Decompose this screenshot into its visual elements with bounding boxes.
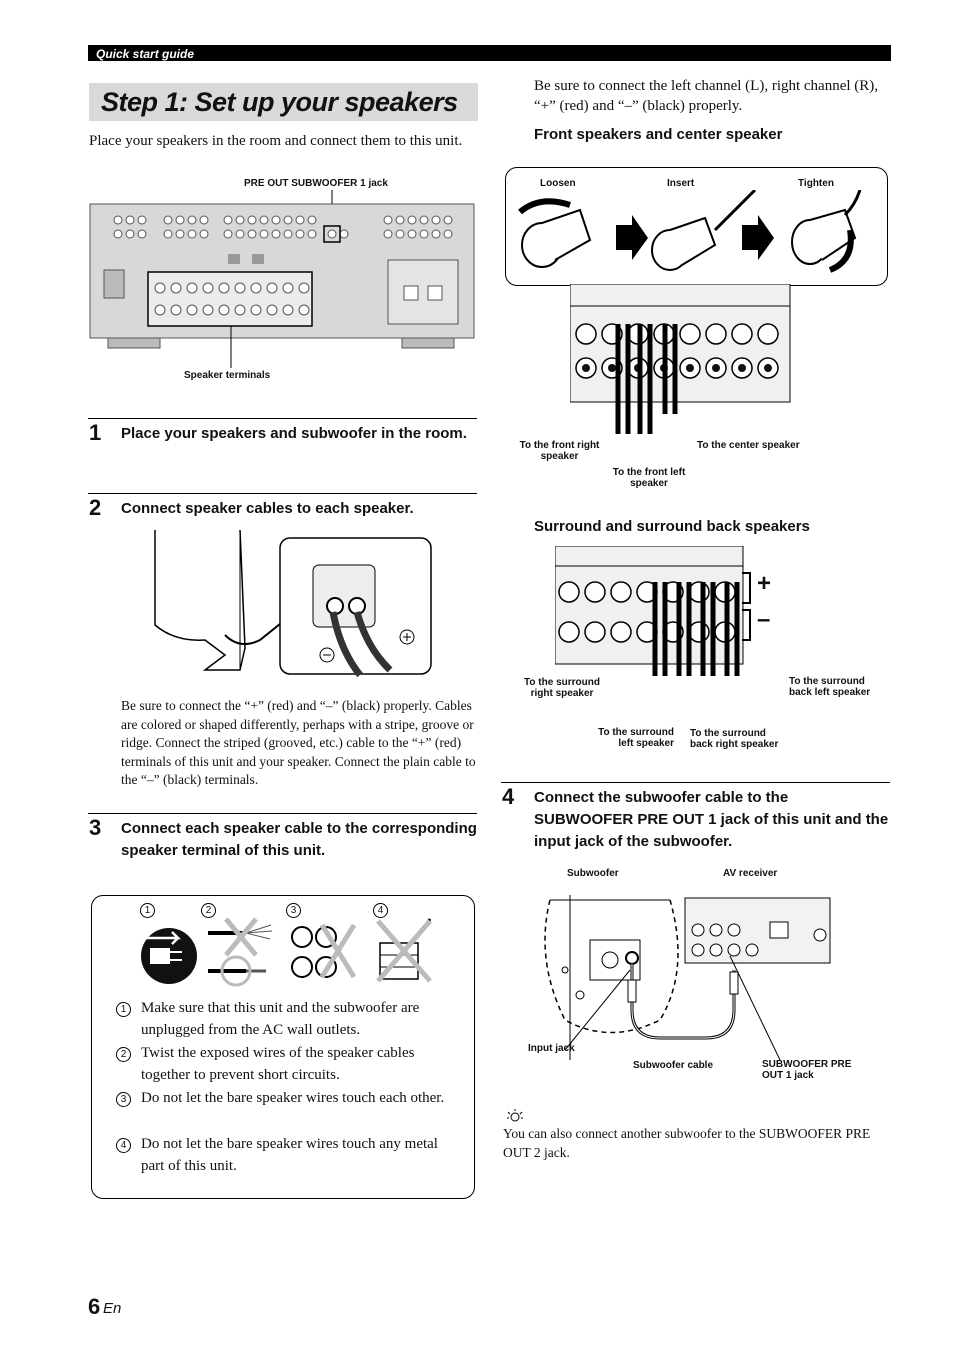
step-2-number: 2 (89, 495, 102, 520)
input-jack-label: Input jack (528, 1043, 575, 1054)
unplug-icon (138, 918, 200, 988)
surround-terminals-diagram (555, 546, 745, 676)
step-2-text: Connect speaker cables to each speaker. (121, 500, 414, 517)
front-right-label: To the front right speaker (519, 440, 600, 462)
back-right-label: To the surround back right speaker (690, 728, 779, 750)
language-code: En (103, 1300, 122, 1317)
warning-item-3-marker: 3 (116, 1092, 131, 1107)
warning-item-3: Do not let the bare speaker wires touch each other. (141, 1090, 445, 1106)
page-title: Step 1: Set up your speakers (101, 87, 458, 117)
warning-item-2: Twist the exposed wires of the speaker cables together to prevent short circuits. (141, 1045, 415, 1083)
plus-sign: + (757, 570, 772, 597)
preout-jack-label: SUBWOOFER PRE OUT 1 jack (762, 1059, 852, 1081)
minus-sign: – (757, 606, 771, 633)
step-3-text: Connect each speaker cable to the corresponding speaker terminal of this unit. (121, 820, 477, 859)
tighten-label: Tighten (798, 178, 834, 189)
section-label: Quick start guide (96, 47, 195, 61)
speaker-cable-illustration (145, 530, 435, 680)
step-1-number: 1 (89, 420, 102, 445)
warning-marker-4: 4 (373, 903, 388, 918)
warning-marker-1: 1 (140, 903, 155, 918)
front-left-label: To the front left speaker (612, 467, 686, 489)
step-4-text: Connect the subwoofer cable to the SUBWOOFER PRE OUT 1 jack of this unit and the input jack of the subwoofer. (534, 789, 889, 850)
right-intro-text: Be sure to connect the left channel (L), right channel (R), “+” (red) and “–” (black) properly. (534, 78, 879, 114)
surround-right-label: To the surround right speaker (524, 677, 600, 699)
warning-marker-2: 2 (201, 903, 216, 918)
step-2-rule (88, 493, 477, 494)
touching-wires-icon (282, 915, 362, 990)
center-label: To the center speaker (697, 440, 800, 451)
front-terminals-diagram (570, 284, 792, 434)
step-4-number: 4 (502, 784, 515, 809)
section-header-bar (88, 45, 891, 61)
step-1-rule (88, 418, 477, 419)
step-1-text: Place your speakers and subwoofer in the room. (121, 425, 467, 442)
warning-item-1: Make sure that this unit and the subwoofer are unplugged from the AC wall outlets. (141, 1000, 420, 1038)
rear-panel-diagram (88, 190, 478, 390)
step-4-rule (501, 782, 890, 783)
pre-out-label: PRE OUT SUBWOOFER 1 jack (244, 178, 388, 189)
warning-item-4-marker: 4 (116, 1138, 131, 1153)
surround-left-label: To the surround left speaker (598, 727, 674, 749)
back-left-label: To the surround back left speaker (789, 676, 871, 698)
warning-item-2-marker: 2 (116, 1047, 131, 1062)
subwoofer-cable-label: Subwoofer cable (633, 1060, 714, 1071)
tip-text: You can also connect another subwoofer to the SUBWOOFER PRE OUT 2 jack. (503, 1126, 871, 1160)
speaker-terminals-label: Speaker terminals (184, 370, 271, 381)
warning-item-4: Do not let the bare speaker wires touch any metal part of this unit. (141, 1136, 438, 1174)
surround-heading: Surround and surround back speakers (534, 518, 810, 535)
step-3-number: 3 (89, 815, 102, 840)
page-number: 6 (88, 1294, 101, 1319)
tip-lightbulb-icon (506, 1108, 524, 1124)
av-receiver-label: AV receiver (723, 868, 778, 879)
twisted-wires-icon (206, 915, 276, 990)
warning-marker-3: 3 (286, 903, 301, 918)
subwoofer-label: Subwoofer (567, 868, 619, 879)
metal-contact-icon (370, 915, 440, 990)
page-title-box (89, 83, 478, 121)
step-2-note: Be sure to connect the “+” (red) and “–” (black) properly. Cables are colored or shaped differently, perhaps with a stripe, groove or ridge. Connect the striped (grooved, etc.) cable to the “+” (red) terminals of this unit and your speaker. Connect the plain cable to the “–” (black) terminals. (121, 698, 476, 787)
loosen-label: Loosen (540, 178, 576, 189)
step-3-rule (88, 813, 477, 814)
insert-label: Insert (667, 178, 695, 189)
front-speakers-heading: Front speakers and center speaker (534, 126, 783, 143)
subwoofer-connection-diagram (520, 880, 840, 1060)
intro-text: Place your speakers in the room and connect them to this unit. (89, 133, 463, 149)
terminal-steps-illustration (510, 190, 885, 280)
warning-item-1-marker: 1 (116, 1002, 131, 1017)
